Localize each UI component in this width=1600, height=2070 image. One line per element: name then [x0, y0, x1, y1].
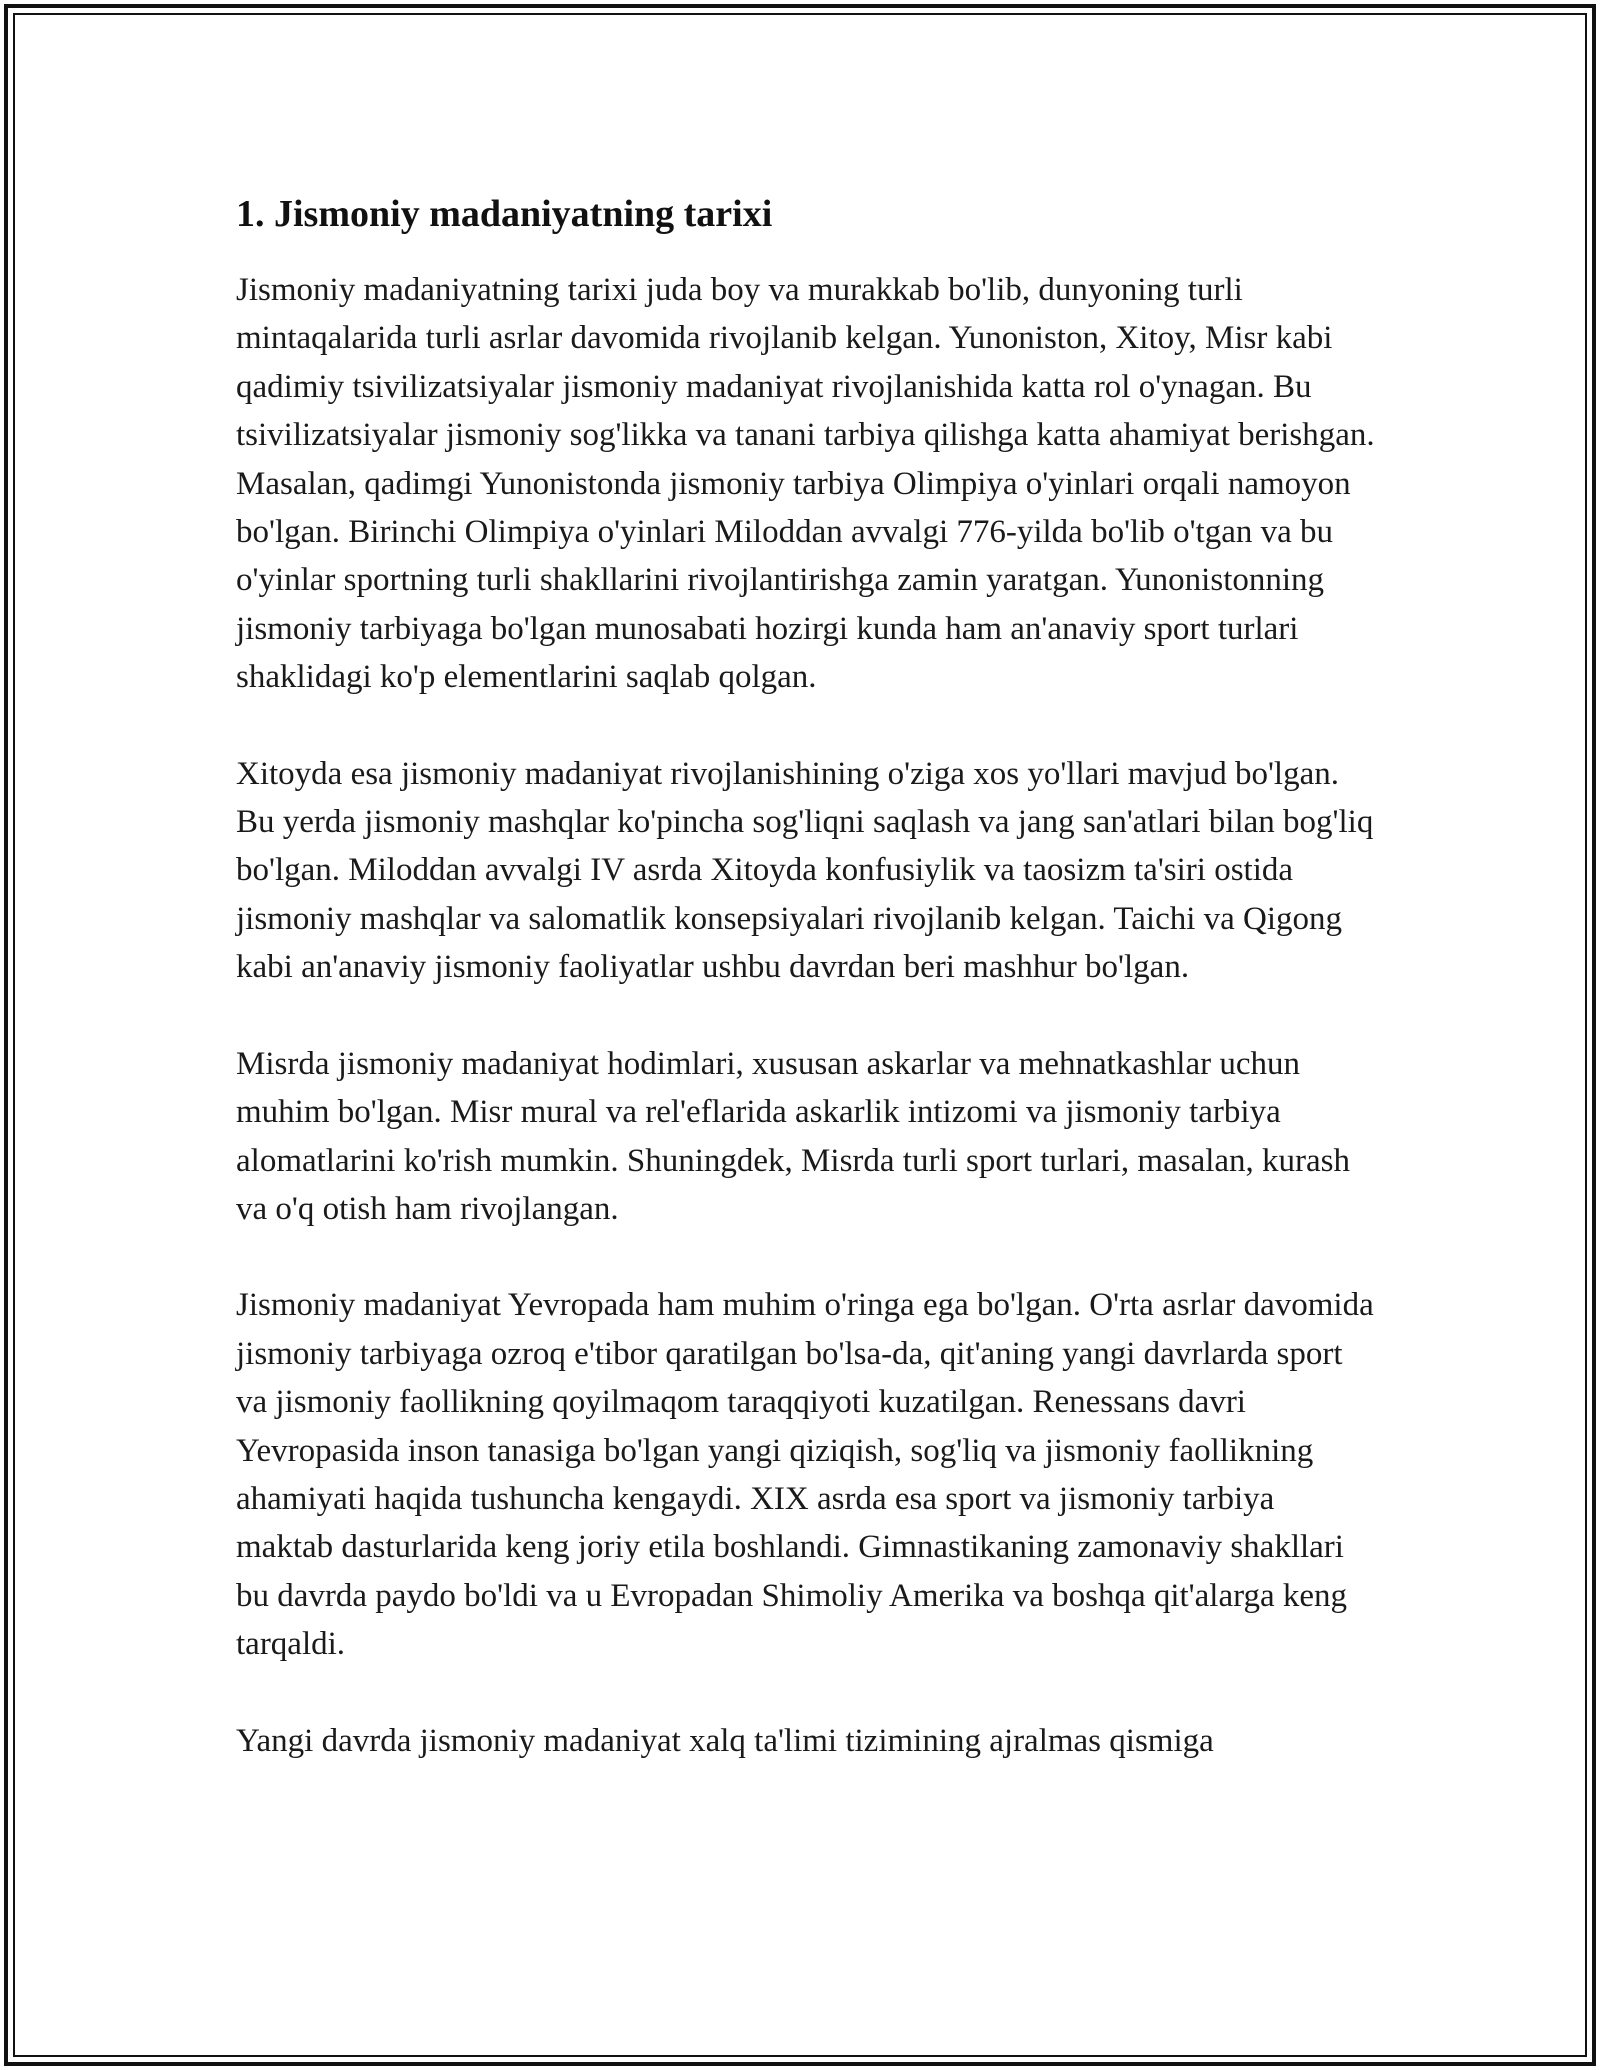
document-body — [236, 190, 1376, 1813]
section-title: 1. Jismoniy madaniyatning tarixi — [236, 193, 773, 235]
paragraph-egypt: Misrda jismoniy madaniyat hodimlari, xususan askarlar va mehnatkashlar uchun muhim bo'lgan. Misr mural va rel'eflarida askarlik intizomi va jismoniy tarbiya alomatlarini ko'rish mumkin. Shuningdek, Misrda turli sport turlari, masalan, kurash va o'q otish ham rivojlangan. — [236, 1045, 1351, 1227]
paragraph-europe: Jismoniy madaniyat Yevropada ham muhim o'ringa ega bo'lgan. O'rta asrlar davomida jismoniy tarbiyaga ozroq e'tibor qaratilgan bo'lsa-da, qit'aning yangi davrlarda sport va jismoniy faollikning qoyilmaqom taraqqiyoti kuzatilgan. Renessans davri Yevropasida inson tanasiga bo'lgan yangi qiziqish, sog'liq va jismoniy faollikning ahamiyati haqida tushuncha kengaydi. XIX asrda esa sport va jismoniy tarbiya maktab dasturlarida keng joriy etila boshlandi. Gimnastikaning zamonaviy shakllari bu davrda paydo bo'ldi va u Evropadan Shimoliy Amerika va boshqa qit'alarga keng tarqaldi. — [236, 1287, 1374, 1663]
paragraph-china: Xitoyda esa jismoniy madaniyat rivojlanishining o'ziga xos yo'llari mavjud bo'lgan. Bu yerda jismoniy mashqlar ko'pincha sog'liqni saqlash va jang san'atlari bilan bog'liq bo'lgan. Miloddan avvalgi IV asrda Xitoyda konfusiylik va taosizm ta'siri ostida jismoniy mashqlar va salomatlik konsepsiyalari rivojlanib kelgan. Taichi va Qigong kabi an'anaviy jismoniy faoliyatlar ushbu davrdan beri mashhur bo'lgan. — [236, 755, 1374, 986]
paragraph-greece: Jismoniy madaniyatning tarixi juda boy va murakkab bo'lib, dunyoning turli mintaqalarida turli asrlar davomida rivojlanib kelgan. Yunoniston, Xitoy, Misr kabi qadimiy tsivilizatsiyalar jismoniy madaniyat rivojlanishida katta rol o'ynagan. Bu tsivilizatsiyalar jismoniy sog'likka va tanani tarbiya qilishga katta ahamiyat berishgan. Masalan, qadimgi Yunonistonda jismoniy tarbiya Olimpiya o'yinlari orqali namoyon bo'lgan. Birinchi Olimpiya o'yinlari Miloddan avvalgi 776-yilda bo'lib o'tgan va bu o'yinlar sportning turli shakllarini rivojlantirishga zamin yaratgan. Yunonistonning jismoniy tarbiyaga bo'lgan munosabati hozirgi kunda ham an'anaviy sport turlari shaklidagi ko'p elementlarini saqlab qolgan. — [236, 272, 1375, 696]
paragraph-modern-era: Yangi davrda jismoniy madaniyat xalq ta'limi tizimining ajralmas qismiga — [236, 1722, 1214, 1759]
